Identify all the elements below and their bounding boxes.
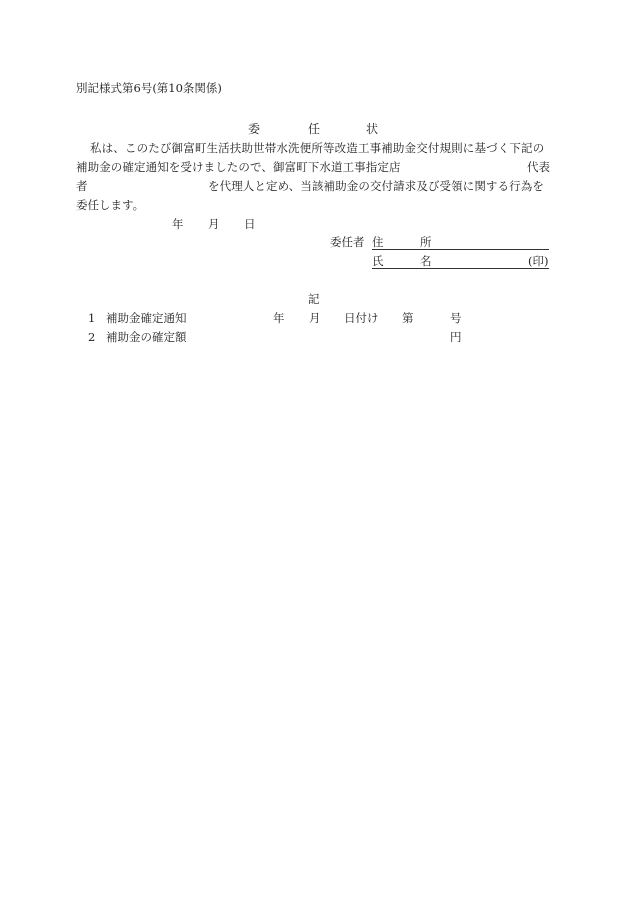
- address-label-char-1: 住: [372, 235, 384, 249]
- seal-mark: (印): [528, 254, 549, 268]
- item-2-yen: 円: [450, 330, 462, 344]
- item-1-label: 補助金確定通知: [106, 311, 187, 325]
- date-day-label: 日: [244, 217, 256, 231]
- form-label: 別記様式第6号(第10条関係): [76, 81, 222, 95]
- body-line-3-head: 者: [76, 179, 88, 193]
- document-title-char-2: 任: [308, 122, 321, 136]
- item-2-label: 補助金の確定額: [106, 330, 187, 344]
- date-month-label: 月: [208, 217, 220, 231]
- item-1-year: 年: [273, 311, 285, 325]
- ki-heading: 記: [308, 292, 320, 306]
- document-title-char-3: 状: [366, 122, 379, 136]
- item-1-number: 1: [88, 311, 96, 325]
- document-title-char-1: 委: [248, 122, 261, 136]
- item-1-go: 号: [450, 311, 462, 325]
- name-underline: [372, 268, 549, 269]
- name-label-char-2: 名: [420, 254, 432, 268]
- item-1-month: 月: [309, 311, 321, 325]
- item-1-date-suffix: 日付け: [344, 311, 379, 325]
- delegator-label: 委任者: [330, 235, 365, 249]
- body-line-2-tail: 代表: [527, 160, 550, 174]
- body-line-2: 補助金の確定通知を受けましたので、御富町下水道工事指定店: [76, 160, 401, 174]
- body-line-4: 委任します。: [76, 198, 145, 212]
- item-1-dai: 第: [402, 311, 414, 325]
- item-2-number: 2: [88, 330, 96, 344]
- body-line-3: を代理人と定め、当該補助金の交付請求及び受領に関する行為を: [208, 179, 544, 193]
- address-label-char-2: 所: [420, 235, 432, 249]
- date-year-label: 年: [172, 217, 184, 231]
- body-line-1: 私は、このたび御富町生活扶助世帯水洗便所等改造工事補助金交付規則に基づく下記の: [90, 141, 545, 155]
- address-underline: [372, 249, 549, 250]
- name-label-char-1: 氏: [372, 254, 384, 268]
